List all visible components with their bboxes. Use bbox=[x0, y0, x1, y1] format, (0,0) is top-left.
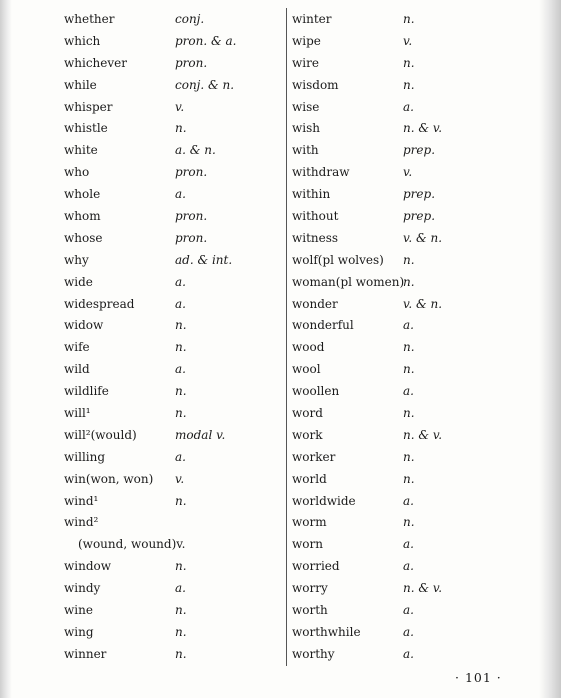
entry-part-of-speech: n. bbox=[175, 603, 187, 618]
vocab-entry bbox=[292, 294, 512, 316]
entry-word: wire bbox=[292, 55, 319, 70]
entry-word: worldwide bbox=[292, 493, 356, 508]
entry-part-of-speech: a. bbox=[175, 274, 186, 289]
page-edge-left bbox=[0, 0, 12, 698]
entry-part-of-speech: a. bbox=[403, 318, 414, 333]
entry-word: which bbox=[64, 33, 101, 48]
entry-part-of-speech: a. & n. bbox=[175, 143, 216, 158]
vocab-entry bbox=[292, 53, 512, 75]
entry-part-of-speech: a. bbox=[175, 296, 186, 311]
entry-part-of-speech: n. bbox=[403, 252, 415, 267]
entry-word: wine bbox=[64, 603, 93, 618]
entry-word: work bbox=[292, 427, 323, 442]
vocab-entry bbox=[64, 469, 278, 491]
entry-word: win(won, won) bbox=[64, 471, 154, 486]
entry-word: wild bbox=[64, 362, 90, 377]
entry-word: worry bbox=[292, 581, 328, 596]
entry-part-of-speech: n. bbox=[175, 624, 187, 639]
entry-word: window bbox=[64, 559, 112, 574]
vocab-entry bbox=[64, 644, 278, 666]
vocab-entry bbox=[64, 118, 278, 140]
vocab-entry bbox=[64, 403, 278, 425]
entry-word: wing bbox=[64, 624, 94, 639]
entry-part-of-speech: n. bbox=[403, 515, 415, 530]
vocab-entry bbox=[64, 447, 278, 469]
vocab-entry bbox=[292, 140, 512, 162]
entry-part-of-speech: n. & v. bbox=[403, 427, 443, 442]
entry-word: windy bbox=[64, 581, 101, 596]
entry-word: whose bbox=[64, 230, 103, 245]
entry-part-of-speech: prep. bbox=[403, 143, 436, 158]
vocab-entry bbox=[292, 578, 512, 600]
entry-part-of-speech: n. bbox=[175, 318, 187, 333]
vocab-entry bbox=[292, 359, 512, 381]
entry-part-of-speech: n. bbox=[403, 449, 415, 464]
entry-part-of-speech: n. bbox=[403, 55, 415, 70]
entry-part-of-speech: n. bbox=[175, 646, 187, 661]
vocab-entry bbox=[64, 491, 278, 513]
vocab-entry bbox=[292, 75, 512, 97]
entry-word: witness bbox=[292, 230, 339, 245]
vocab-entry bbox=[292, 491, 512, 513]
entry-word: with bbox=[292, 143, 319, 158]
entry-word: worth bbox=[292, 603, 328, 618]
vocab-entry bbox=[292, 97, 512, 119]
entry-word: wonderful bbox=[292, 318, 354, 333]
entry-word: white bbox=[64, 143, 98, 158]
vocab-entry bbox=[64, 162, 278, 184]
vocab-entry bbox=[64, 272, 278, 294]
entry-word: (wound, wound)v. bbox=[78, 537, 186, 552]
entry-word: will¹ bbox=[64, 406, 91, 421]
entry-part-of-speech: a. bbox=[175, 362, 186, 377]
vocab-entry bbox=[64, 578, 278, 600]
entry-word: woollen bbox=[292, 384, 340, 399]
entry-word: worried bbox=[292, 559, 340, 574]
vocab-entry bbox=[292, 644, 512, 666]
column-divider bbox=[286, 8, 287, 666]
vocab-entry bbox=[64, 53, 278, 75]
entry-word: wide bbox=[64, 274, 93, 289]
vocab-entry bbox=[292, 206, 512, 228]
vocab-entry bbox=[292, 534, 512, 556]
entry-part-of-speech: pron. bbox=[175, 209, 208, 224]
entry-part-of-speech: n. bbox=[403, 471, 415, 486]
vocab-entry bbox=[292, 600, 512, 622]
vocab-entry bbox=[64, 425, 278, 447]
entry-part-of-speech: v. & n. bbox=[403, 296, 443, 311]
vocab-entry bbox=[292, 381, 512, 403]
entry-word: without bbox=[292, 209, 339, 224]
vocab-entry bbox=[64, 75, 278, 97]
vocab-entry bbox=[292, 315, 512, 337]
entry-word: whistle bbox=[64, 121, 108, 136]
entry-part-of-speech: n. bbox=[403, 340, 415, 355]
entry-part-of-speech: n. bbox=[403, 12, 415, 26]
entry-part-of-speech: conj. bbox=[175, 12, 205, 26]
entry-part-of-speech: n. & v. bbox=[403, 581, 443, 596]
entry-part-of-speech: n. bbox=[403, 362, 415, 377]
entry-part-of-speech: v. bbox=[175, 99, 185, 114]
entry-word: whole bbox=[64, 187, 101, 202]
entry-word: whisper bbox=[64, 99, 113, 114]
entry-word: word bbox=[292, 406, 323, 421]
entry-part-of-speech: a. bbox=[403, 603, 414, 618]
vocab-entry bbox=[64, 556, 278, 578]
entry-word: worm bbox=[292, 515, 327, 530]
entry-word: widespread bbox=[64, 296, 135, 311]
entry-part-of-speech: conj. & n. bbox=[175, 77, 235, 92]
entry-word: wipe bbox=[292, 33, 321, 48]
vocab-entry bbox=[64, 600, 278, 622]
vocab-entry bbox=[292, 403, 512, 425]
entry-word: whether bbox=[64, 12, 115, 26]
vocab-entry bbox=[292, 425, 512, 447]
entry-part-of-speech: pron. bbox=[175, 230, 208, 245]
entry-part-of-speech: a. bbox=[403, 537, 414, 552]
entry-part-of-speech: n. bbox=[175, 406, 187, 421]
entry-word: will²(would) bbox=[64, 427, 137, 442]
entry-word: worker bbox=[292, 449, 336, 464]
entry-word: wildlife bbox=[64, 384, 109, 399]
entry-part-of-speech: a. bbox=[403, 559, 414, 574]
vocab-entry bbox=[292, 118, 512, 140]
entry-part-of-speech: a. bbox=[175, 581, 186, 596]
entry-word: wood bbox=[292, 340, 325, 355]
vocab-entry bbox=[292, 512, 512, 534]
entry-part-of-speech: n. bbox=[175, 340, 187, 355]
vocab-entry bbox=[64, 534, 278, 556]
vocab-entry bbox=[292, 622, 512, 644]
entry-part-of-speech: a. bbox=[403, 624, 414, 639]
vocab-entry bbox=[64, 294, 278, 316]
entry-word: worthwhile bbox=[292, 624, 361, 639]
page-edge-right bbox=[539, 0, 561, 698]
vocab-entry bbox=[64, 9, 278, 31]
entry-word: wish bbox=[292, 121, 320, 136]
entry-word: within bbox=[292, 187, 331, 202]
entry-part-of-speech: n. bbox=[403, 274, 415, 289]
vocab-entry bbox=[292, 31, 512, 53]
vocab-entry bbox=[64, 512, 278, 534]
entry-word: world bbox=[292, 471, 327, 486]
entry-part-of-speech: pron. & a. bbox=[175, 33, 237, 48]
entry-word: wool bbox=[292, 362, 321, 377]
vocab-entry bbox=[292, 447, 512, 469]
vocab-entry bbox=[64, 381, 278, 403]
vocab-entry bbox=[292, 556, 512, 578]
entry-part-of-speech: n. bbox=[175, 384, 187, 399]
vocab-entry bbox=[64, 140, 278, 162]
entry-word: worn bbox=[292, 537, 323, 552]
entry-word: wife bbox=[64, 340, 90, 355]
entry-word: wind¹ bbox=[64, 493, 99, 508]
vocabulary-column-left bbox=[64, 9, 278, 666]
page-number: · 101 · bbox=[455, 670, 502, 685]
vocab-entry bbox=[292, 337, 512, 359]
vocabulary-column-right bbox=[292, 9, 512, 666]
entry-word: widow bbox=[64, 318, 104, 333]
vocab-entry bbox=[64, 622, 278, 644]
entry-part-of-speech: n. bbox=[403, 406, 415, 421]
entry-word: winter bbox=[292, 12, 332, 26]
vocab-entry bbox=[64, 250, 278, 272]
entry-part-of-speech: pron. bbox=[175, 55, 208, 70]
entry-part-of-speech: a. bbox=[175, 449, 186, 464]
vocab-entry bbox=[64, 337, 278, 359]
entry-word: wind² bbox=[64, 515, 99, 530]
entry-part-of-speech: a. bbox=[175, 187, 186, 202]
vocab-entry bbox=[292, 228, 512, 250]
entry-word: woman(pl women) bbox=[292, 274, 405, 289]
entry-word: wisdom bbox=[292, 77, 339, 92]
entry-part-of-speech: n. bbox=[175, 493, 187, 508]
entry-word: winner bbox=[64, 646, 107, 661]
entry-word: whom bbox=[64, 209, 101, 224]
entry-word: withdraw bbox=[292, 165, 350, 180]
vocab-entry bbox=[292, 469, 512, 491]
vocab-entry bbox=[64, 359, 278, 381]
entry-part-of-speech: n. bbox=[175, 121, 187, 136]
vocab-entry bbox=[64, 184, 278, 206]
vocab-entry bbox=[292, 162, 512, 184]
entry-word: who bbox=[64, 165, 90, 180]
entry-part-of-speech: a. bbox=[403, 99, 414, 114]
entry-part-of-speech: prep. bbox=[403, 187, 436, 202]
entry-part-of-speech: n. & v. bbox=[403, 121, 443, 136]
entry-part-of-speech: v. bbox=[175, 471, 185, 486]
entry-part-of-speech: a. bbox=[403, 493, 414, 508]
vocab-entry bbox=[64, 31, 278, 53]
vocab-entry bbox=[292, 250, 512, 272]
entry-word: while bbox=[64, 77, 97, 92]
entry-word: wonder bbox=[292, 296, 338, 311]
entry-part-of-speech: a. bbox=[403, 384, 414, 399]
entry-part-of-speech: n. bbox=[175, 559, 187, 574]
entry-part-of-speech: v. & n. bbox=[403, 230, 443, 245]
entry-part-of-speech: a. bbox=[403, 646, 414, 661]
entry-part-of-speech: v. bbox=[403, 165, 413, 180]
entry-part-of-speech: n. bbox=[403, 77, 415, 92]
vocab-entry bbox=[64, 206, 278, 228]
entry-part-of-speech: v. bbox=[403, 33, 413, 48]
entry-word: whichever bbox=[64, 55, 128, 70]
vocab-entry bbox=[292, 184, 512, 206]
vocab-entry bbox=[64, 315, 278, 337]
entry-part-of-speech: prep. bbox=[403, 209, 436, 224]
entry-word: wise bbox=[292, 99, 320, 114]
entry-part-of-speech: pron. bbox=[175, 165, 208, 180]
entry-word: why bbox=[64, 252, 89, 267]
entry-word: worthy bbox=[292, 646, 335, 661]
vocab-entry bbox=[64, 97, 278, 119]
vocab-entry bbox=[64, 228, 278, 250]
entry-word: willing bbox=[64, 449, 106, 464]
vocab-entry bbox=[292, 272, 512, 294]
entry-part-of-speech: modal v. bbox=[175, 427, 226, 442]
entry-word: wolf(pl wolves) bbox=[292, 252, 384, 267]
vocab-entry bbox=[292, 9, 512, 31]
entry-part-of-speech: ad. & int. bbox=[175, 252, 233, 267]
